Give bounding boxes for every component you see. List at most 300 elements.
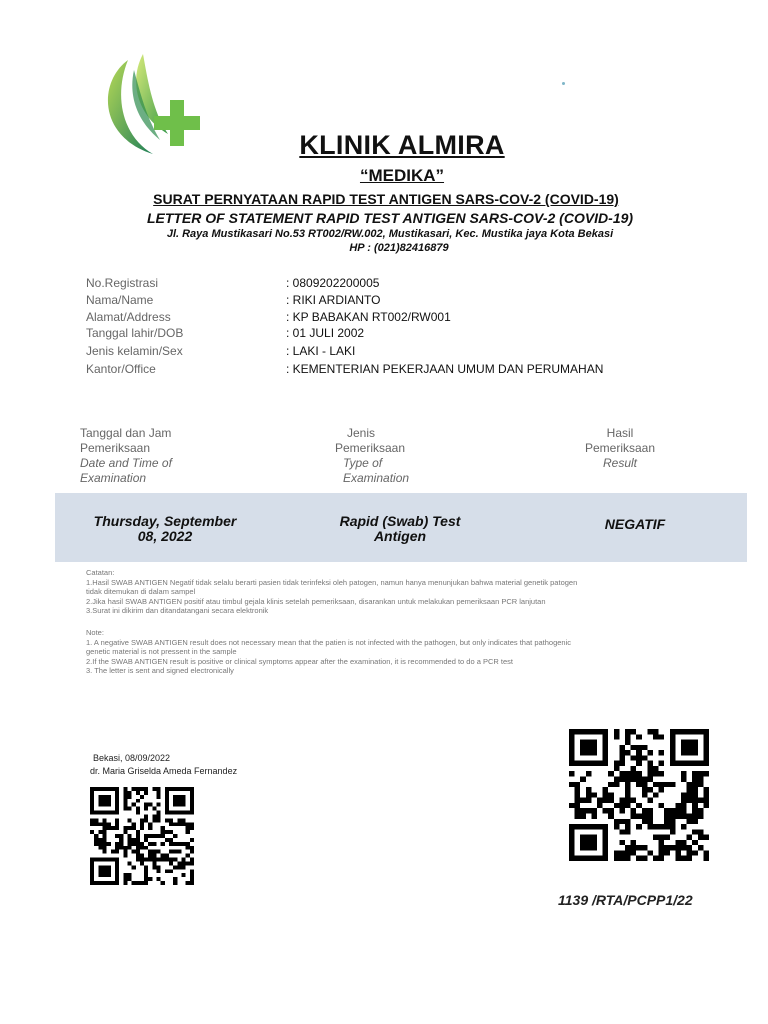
qr-module — [580, 840, 586, 845]
qr-module — [177, 861, 181, 865]
qr-module — [670, 819, 676, 824]
qr-module — [173, 850, 177, 854]
qr-module — [144, 814, 148, 818]
qr-module — [148, 822, 152, 826]
qr-module — [586, 792, 592, 797]
qr-module — [614, 766, 620, 771]
qr-module — [664, 782, 670, 787]
qr-module — [625, 740, 631, 745]
qr-module — [90, 818, 94, 822]
qr-module — [631, 755, 637, 760]
qr-module — [681, 777, 687, 782]
qr-module — [90, 830, 94, 834]
letter-title-indonesian: SURAT PERNYATAAN RAPID TEST ANTIGEN SARS-COV-2 (COVID-19) — [153, 191, 619, 207]
qr-module — [190, 873, 194, 877]
qr-module — [569, 856, 575, 861]
qr-module — [659, 787, 665, 792]
qr-module — [687, 729, 693, 734]
qr-module — [647, 819, 653, 824]
qr-module — [692, 729, 698, 734]
qr-module — [608, 798, 614, 803]
qr-module — [692, 777, 698, 782]
qr-module — [94, 811, 98, 815]
qr-module — [115, 842, 119, 846]
qr-module — [136, 834, 140, 838]
qr-module — [687, 798, 693, 803]
qr-module — [186, 846, 190, 850]
qr-module — [127, 877, 131, 881]
qr-module — [647, 750, 653, 755]
qr-module — [111, 811, 115, 815]
qr-module — [111, 787, 115, 791]
qr-module — [586, 787, 592, 792]
qr-module — [98, 830, 102, 834]
header-type-id-1: Jenis — [347, 426, 376, 440]
qr-module — [636, 813, 642, 818]
qr-module — [569, 771, 575, 776]
qr-module — [659, 782, 665, 787]
qr-module — [625, 856, 631, 861]
qr-module — [603, 845, 609, 850]
qr-module — [687, 745, 693, 750]
qr-module — [177, 811, 181, 815]
qr-module — [659, 824, 665, 829]
qr-module — [703, 792, 709, 797]
qr-module — [132, 822, 136, 826]
qr-module — [136, 846, 140, 850]
qr-module — [670, 808, 676, 813]
signature-qr-code — [90, 787, 194, 885]
qr-module — [692, 750, 698, 755]
qr-module — [586, 771, 592, 776]
qr-module — [603, 850, 609, 855]
qr-module — [182, 787, 186, 791]
qr-module — [140, 822, 144, 826]
info-label: Tanggal lahir/DOB — [86, 326, 184, 340]
qr-module — [614, 856, 620, 861]
qr-module — [152, 814, 156, 818]
qr-module — [647, 777, 653, 782]
qr-module — [127, 834, 131, 838]
qr-module — [115, 826, 119, 830]
qr-module — [670, 829, 676, 834]
qr-module — [152, 807, 156, 811]
qr-module — [681, 750, 687, 755]
qr-module — [703, 771, 709, 776]
qr-module — [90, 795, 94, 799]
qr-module — [670, 761, 676, 766]
qr-module — [123, 795, 127, 799]
qr-module — [659, 750, 665, 755]
header-date-id-2: Pemeriksaan — [80, 441, 151, 455]
info-row-address — [86, 310, 706, 326]
qr-module — [115, 869, 119, 873]
qr-module — [102, 826, 106, 830]
qr-module — [90, 881, 94, 885]
qr-module — [161, 854, 165, 858]
qr-module — [703, 787, 709, 792]
qr-module — [591, 824, 597, 829]
qr-module — [603, 787, 609, 792]
qr-module — [102, 881, 106, 885]
qr-module — [692, 740, 698, 745]
qr-module — [687, 761, 693, 766]
qr-module — [148, 854, 152, 858]
qr-module — [98, 787, 102, 791]
qr-module — [614, 729, 620, 734]
qr-module — [173, 842, 177, 846]
qr-module — [670, 745, 676, 750]
qr-module — [614, 850, 620, 855]
qr-module — [182, 818, 186, 822]
qr-module — [127, 842, 131, 846]
qr-module — [140, 826, 144, 830]
qr-module — [140, 842, 144, 846]
qr-module — [670, 755, 676, 760]
qr-module — [190, 858, 194, 862]
qr-module — [569, 829, 575, 834]
qr-module — [642, 792, 648, 797]
qr-module — [608, 813, 614, 818]
qr-module — [653, 824, 659, 829]
qr-module — [586, 740, 592, 745]
qr-module — [190, 795, 194, 799]
qr-module — [631, 777, 637, 782]
qr-module — [653, 771, 659, 776]
qr-module — [144, 834, 148, 838]
qr-module — [703, 729, 709, 734]
qr-module — [157, 834, 161, 838]
qr-module — [670, 734, 676, 739]
qr-module — [123, 803, 127, 807]
qr-module — [670, 729, 676, 734]
qr-module — [569, 845, 575, 850]
qr-module — [115, 803, 119, 807]
qr-module — [173, 811, 177, 815]
qr-module — [102, 818, 106, 822]
qr-module — [157, 869, 161, 873]
qr-module — [186, 830, 190, 834]
qr-module — [664, 835, 670, 840]
qr-module — [173, 787, 177, 791]
qr-module — [659, 856, 665, 861]
qr-module — [107, 869, 111, 873]
qr-module — [703, 750, 709, 755]
qr-module — [687, 750, 693, 755]
qr-module — [586, 750, 592, 755]
qr-module — [653, 835, 659, 840]
clinic-phone: HP : (021)82416879 — [349, 242, 449, 254]
qr-module — [144, 818, 148, 822]
qr-module — [586, 845, 592, 850]
qr-module — [647, 813, 653, 818]
qr-module — [687, 813, 693, 818]
qr-module — [636, 755, 642, 760]
qr-module — [625, 750, 631, 755]
qr-module — [115, 799, 119, 803]
qr-module — [98, 846, 102, 850]
qr-module — [631, 798, 637, 803]
result-date-line-1: Thursday, September — [93, 513, 237, 529]
qr-module — [569, 782, 575, 787]
qr-module — [603, 750, 609, 755]
qr-module — [603, 808, 609, 813]
qr-module — [107, 873, 111, 877]
qr-module — [127, 818, 131, 822]
qr-module — [636, 845, 642, 850]
qr-module — [169, 858, 173, 862]
result-type-line-1: Rapid (Swab) Test — [339, 513, 461, 529]
qr-module — [591, 856, 597, 861]
qr-module — [681, 798, 687, 803]
qr-module — [608, 792, 614, 797]
qr-module — [152, 787, 156, 791]
qr-module — [144, 846, 148, 850]
qr-module — [186, 842, 190, 846]
header-result — [570, 426, 670, 471]
qr-module — [115, 811, 119, 815]
qr-module — [631, 766, 637, 771]
qr-module — [161, 881, 165, 885]
qr-module — [675, 761, 681, 766]
qr-module — [619, 777, 625, 782]
qr-module — [703, 761, 709, 766]
qr-module — [619, 808, 625, 813]
qr-module — [580, 777, 586, 782]
qr-module — [591, 792, 597, 797]
qr-module — [586, 761, 592, 766]
header-type-en-1: Type of — [343, 456, 383, 470]
qr-module — [586, 729, 592, 734]
qr-module — [580, 824, 586, 829]
qr-module — [597, 761, 603, 766]
qr-module — [603, 824, 609, 829]
qr-module — [591, 750, 597, 755]
qr-module — [603, 829, 609, 834]
qr-module — [190, 861, 194, 865]
qr-module — [597, 824, 603, 829]
qr-module — [569, 850, 575, 855]
qr-module — [94, 838, 98, 842]
qr-module — [190, 799, 194, 803]
qr-module — [115, 861, 119, 865]
qr-module — [675, 808, 681, 813]
qr-module — [173, 865, 177, 869]
qr-module — [136, 854, 140, 858]
signature-doctor: dr. Maria Griselda Ameda Fernandez — [90, 766, 238, 776]
qr-module — [123, 830, 127, 834]
qr-module — [132, 881, 136, 885]
qr-module — [670, 782, 676, 787]
qr-module — [692, 798, 698, 803]
qr-module — [165, 791, 169, 795]
qr-module — [625, 734, 631, 739]
qr-module — [569, 734, 575, 739]
qr-module — [182, 795, 186, 799]
qr-module — [614, 777, 620, 782]
qr-module — [148, 826, 152, 830]
qr-module — [703, 835, 709, 840]
qr-module — [664, 813, 670, 818]
notes-line: 1.Hasil SWAB ANTIGEN Negatif tidak selalu berarti pasien tidak terinfeksi oleh patogen, namun hanya menunjukan bahwa material genetik patogen — [86, 577, 578, 587]
qr-module — [123, 854, 127, 858]
info-row-sex — [86, 344, 706, 360]
qr-module — [102, 865, 106, 869]
qr-module — [687, 819, 693, 824]
qr-module — [703, 798, 709, 803]
qr-module — [631, 771, 637, 776]
qr-module — [123, 846, 127, 850]
qr-module — [631, 808, 637, 813]
qr-module — [107, 811, 111, 815]
qr-module — [102, 869, 106, 873]
qr-module — [698, 808, 704, 813]
info-label: Alamat/Address — [86, 310, 171, 324]
qr-module — [90, 869, 94, 873]
qr-module — [692, 840, 698, 845]
qr-module — [642, 755, 648, 760]
qr-module — [692, 782, 698, 787]
notes-line: 3.Surat ini dikirim dan ditandatangani secara elektronik — [86, 606, 269, 615]
info-row-office — [86, 362, 706, 378]
qr-module — [619, 761, 625, 766]
qr-module — [127, 838, 131, 842]
qr-module — [165, 811, 169, 815]
qr-module — [157, 795, 161, 799]
qr-module — [647, 771, 653, 776]
qr-module — [664, 845, 670, 850]
qr-module — [681, 824, 687, 829]
qr-module — [569, 803, 575, 808]
qr-module — [107, 865, 111, 869]
qr-module — [186, 854, 190, 858]
qr-module — [140, 846, 144, 850]
qr-module — [115, 873, 119, 877]
qr-module — [107, 881, 111, 885]
qr-module — [98, 858, 102, 862]
qr-module — [642, 777, 648, 782]
qr-module — [152, 834, 156, 838]
document-qr-code — [569, 729, 709, 861]
qr-module — [165, 807, 169, 811]
qr-module — [664, 824, 670, 829]
qr-module — [136, 791, 140, 795]
qr-module — [182, 803, 186, 807]
clinic-address: Jl. Raya Mustikasari No.53 RT002/RW.002, Mustikasari, Kec. Mustika jaya Kota Bekasi — [166, 228, 614, 240]
qr-module — [698, 798, 704, 803]
qr-module — [186, 811, 190, 815]
qr-module — [173, 799, 177, 803]
qr-module — [115, 834, 119, 838]
qr-module — [575, 803, 581, 808]
qr-module — [642, 787, 648, 792]
qr-module — [687, 740, 693, 745]
qr-module — [98, 865, 102, 869]
qr-module — [642, 819, 648, 824]
qr-module — [148, 850, 152, 854]
qr-module — [586, 840, 592, 845]
qr-module — [123, 850, 127, 854]
qr-module — [157, 865, 161, 869]
info-row-registration — [86, 276, 706, 292]
qr-module — [190, 822, 194, 826]
qr-module — [698, 771, 704, 776]
qr-module — [698, 813, 704, 818]
result-type — [315, 514, 485, 544]
qr-module — [98, 795, 102, 799]
qr-module — [94, 858, 98, 862]
decorative-dot — [562, 82, 565, 85]
qr-module — [182, 858, 186, 862]
qr-module — [144, 791, 148, 795]
qr-module — [575, 782, 581, 787]
notes-heading: Note: — [86, 628, 104, 637]
qr-module — [625, 729, 631, 734]
qr-module — [140, 881, 144, 885]
qr-module — [603, 798, 609, 803]
qr-module — [687, 787, 693, 792]
qr-module — [569, 740, 575, 745]
qr-module — [190, 838, 194, 842]
qr-module — [148, 858, 152, 862]
qr-module — [603, 761, 609, 766]
qr-module — [90, 787, 94, 791]
qr-module — [580, 729, 586, 734]
qr-module — [98, 822, 102, 826]
qr-module — [647, 808, 653, 813]
qr-module — [703, 740, 709, 745]
qr-module — [692, 761, 698, 766]
qr-module — [136, 811, 140, 815]
qr-module — [569, 835, 575, 840]
qr-module — [681, 856, 687, 861]
qr-module — [190, 807, 194, 811]
qr-module — [681, 840, 687, 845]
qr-module — [107, 826, 111, 830]
result-type-line-2: Antigen — [373, 528, 427, 544]
qr-module — [631, 729, 637, 734]
qr-module — [182, 873, 186, 877]
qr-module — [157, 803, 161, 807]
qr-module — [653, 792, 659, 797]
qr-module — [698, 782, 704, 787]
qr-module — [136, 799, 140, 803]
qr-module — [165, 799, 169, 803]
qr-module — [591, 813, 597, 818]
qr-module — [603, 740, 609, 745]
clinic-subtitle: “MEDIKA” — [359, 166, 445, 185]
qr-module — [575, 798, 581, 803]
qr-module — [123, 877, 127, 881]
qr-module — [177, 822, 181, 826]
qr-module — [586, 824, 592, 829]
qr-module — [157, 850, 161, 854]
qr-module — [591, 808, 597, 813]
qr-module — [681, 808, 687, 813]
qr-module — [127, 791, 131, 795]
qr-module — [123, 787, 127, 791]
qr-module — [152, 858, 156, 862]
qr-module — [575, 808, 581, 813]
qr-module — [102, 873, 106, 877]
qr-module — [127, 873, 131, 877]
qr-module — [90, 877, 94, 881]
qr-module — [115, 822, 119, 826]
qr-module — [625, 787, 631, 792]
info-value: : LAKI - LAKI — [286, 344, 356, 358]
qr-module — [687, 782, 693, 787]
qr-module — [144, 787, 148, 791]
